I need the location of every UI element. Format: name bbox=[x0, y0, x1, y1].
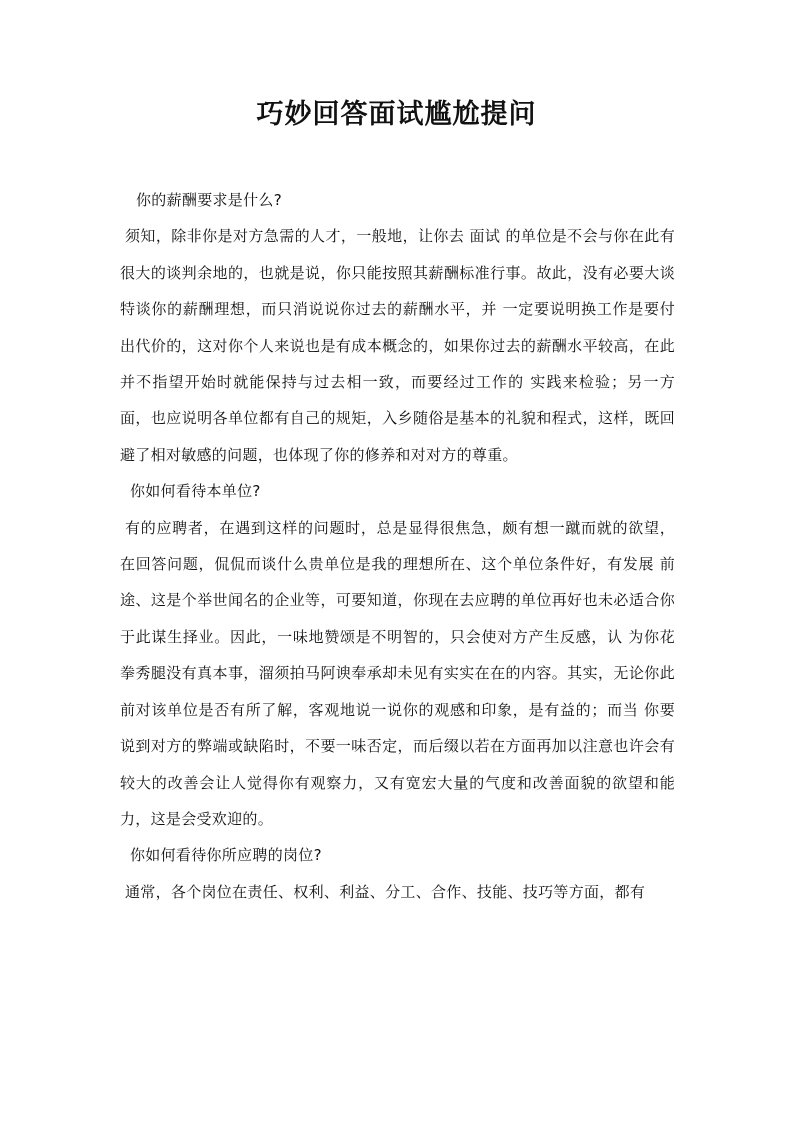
answer-paragraph: 有的应聘者，在遇到这样的问题时，总是显得很焦急，颇有想一蹴而就的欲望，在回答问题，侃侃而谈什么贵单位是我的理想所在、这个单位条件好，有发展 前途、这是个举世闻名的企业等，可要知道，你现在去应聘的单位再好也未必适合你于此谋生择业。因此，一味地赞颂是不明智的，只会使对方产生反感，认 为你花拳秀腿没有真本事，溜须拍马阿谀奉承却未见有实实在在的内容。其实，无论你此前对该单位是否有所了解，客观地说一说你的观感和印象，是有益的；而当 你要说到对方的弊端或缺陷时，不要一味否定，而后缀以若在方面再加以注意也许会有较大的改善会让人觉得你有观察力，又有宽宏大量的气度和改善面貌的欲望和能力，这是会受欢迎的。 bbox=[120, 518, 675, 828]
question-heading: 你如何看待你所应聘的岗位? bbox=[130, 846, 322, 865]
question-heading: 你的薪酬要求是什么? bbox=[136, 191, 282, 209]
answer-paragraph: 须知，除非你是对方急需的人才，一般地，让你去 面试 的单位是不会与你在此有很大的谈判余地的，也就是说，你只能按照其薪酬标准行事。故此，没有必要大谈特谈你的薪酬理想，而只消说说你过去的薪酬水平，并 一定要说明换工作是要付出代价的，这对你个人来说也是有成本概念的，如果你过去的薪酬水平较高，在此并不指望开始时就能保持与过去相一致，而要经过工作的 实践来检验；另一方面，也应说明各单位都有自己的规矩，入乡随俗是基本的礼貌和程式，这样，既回避了相对敏感的问题，也体现了你的修养和对对方的尊重。 bbox=[120, 227, 675, 464]
document-body bbox=[120, 182, 675, 910]
question-heading: 你如何看待本单位? bbox=[130, 482, 261, 501]
document-title: 巧妙回答面试尴尬提问 bbox=[256, 99, 537, 130]
answer-paragraph: 通常，各个岗位在责任、权利、利益、分工、合作、技能、技巧等方面，都有 bbox=[125, 882, 646, 901]
